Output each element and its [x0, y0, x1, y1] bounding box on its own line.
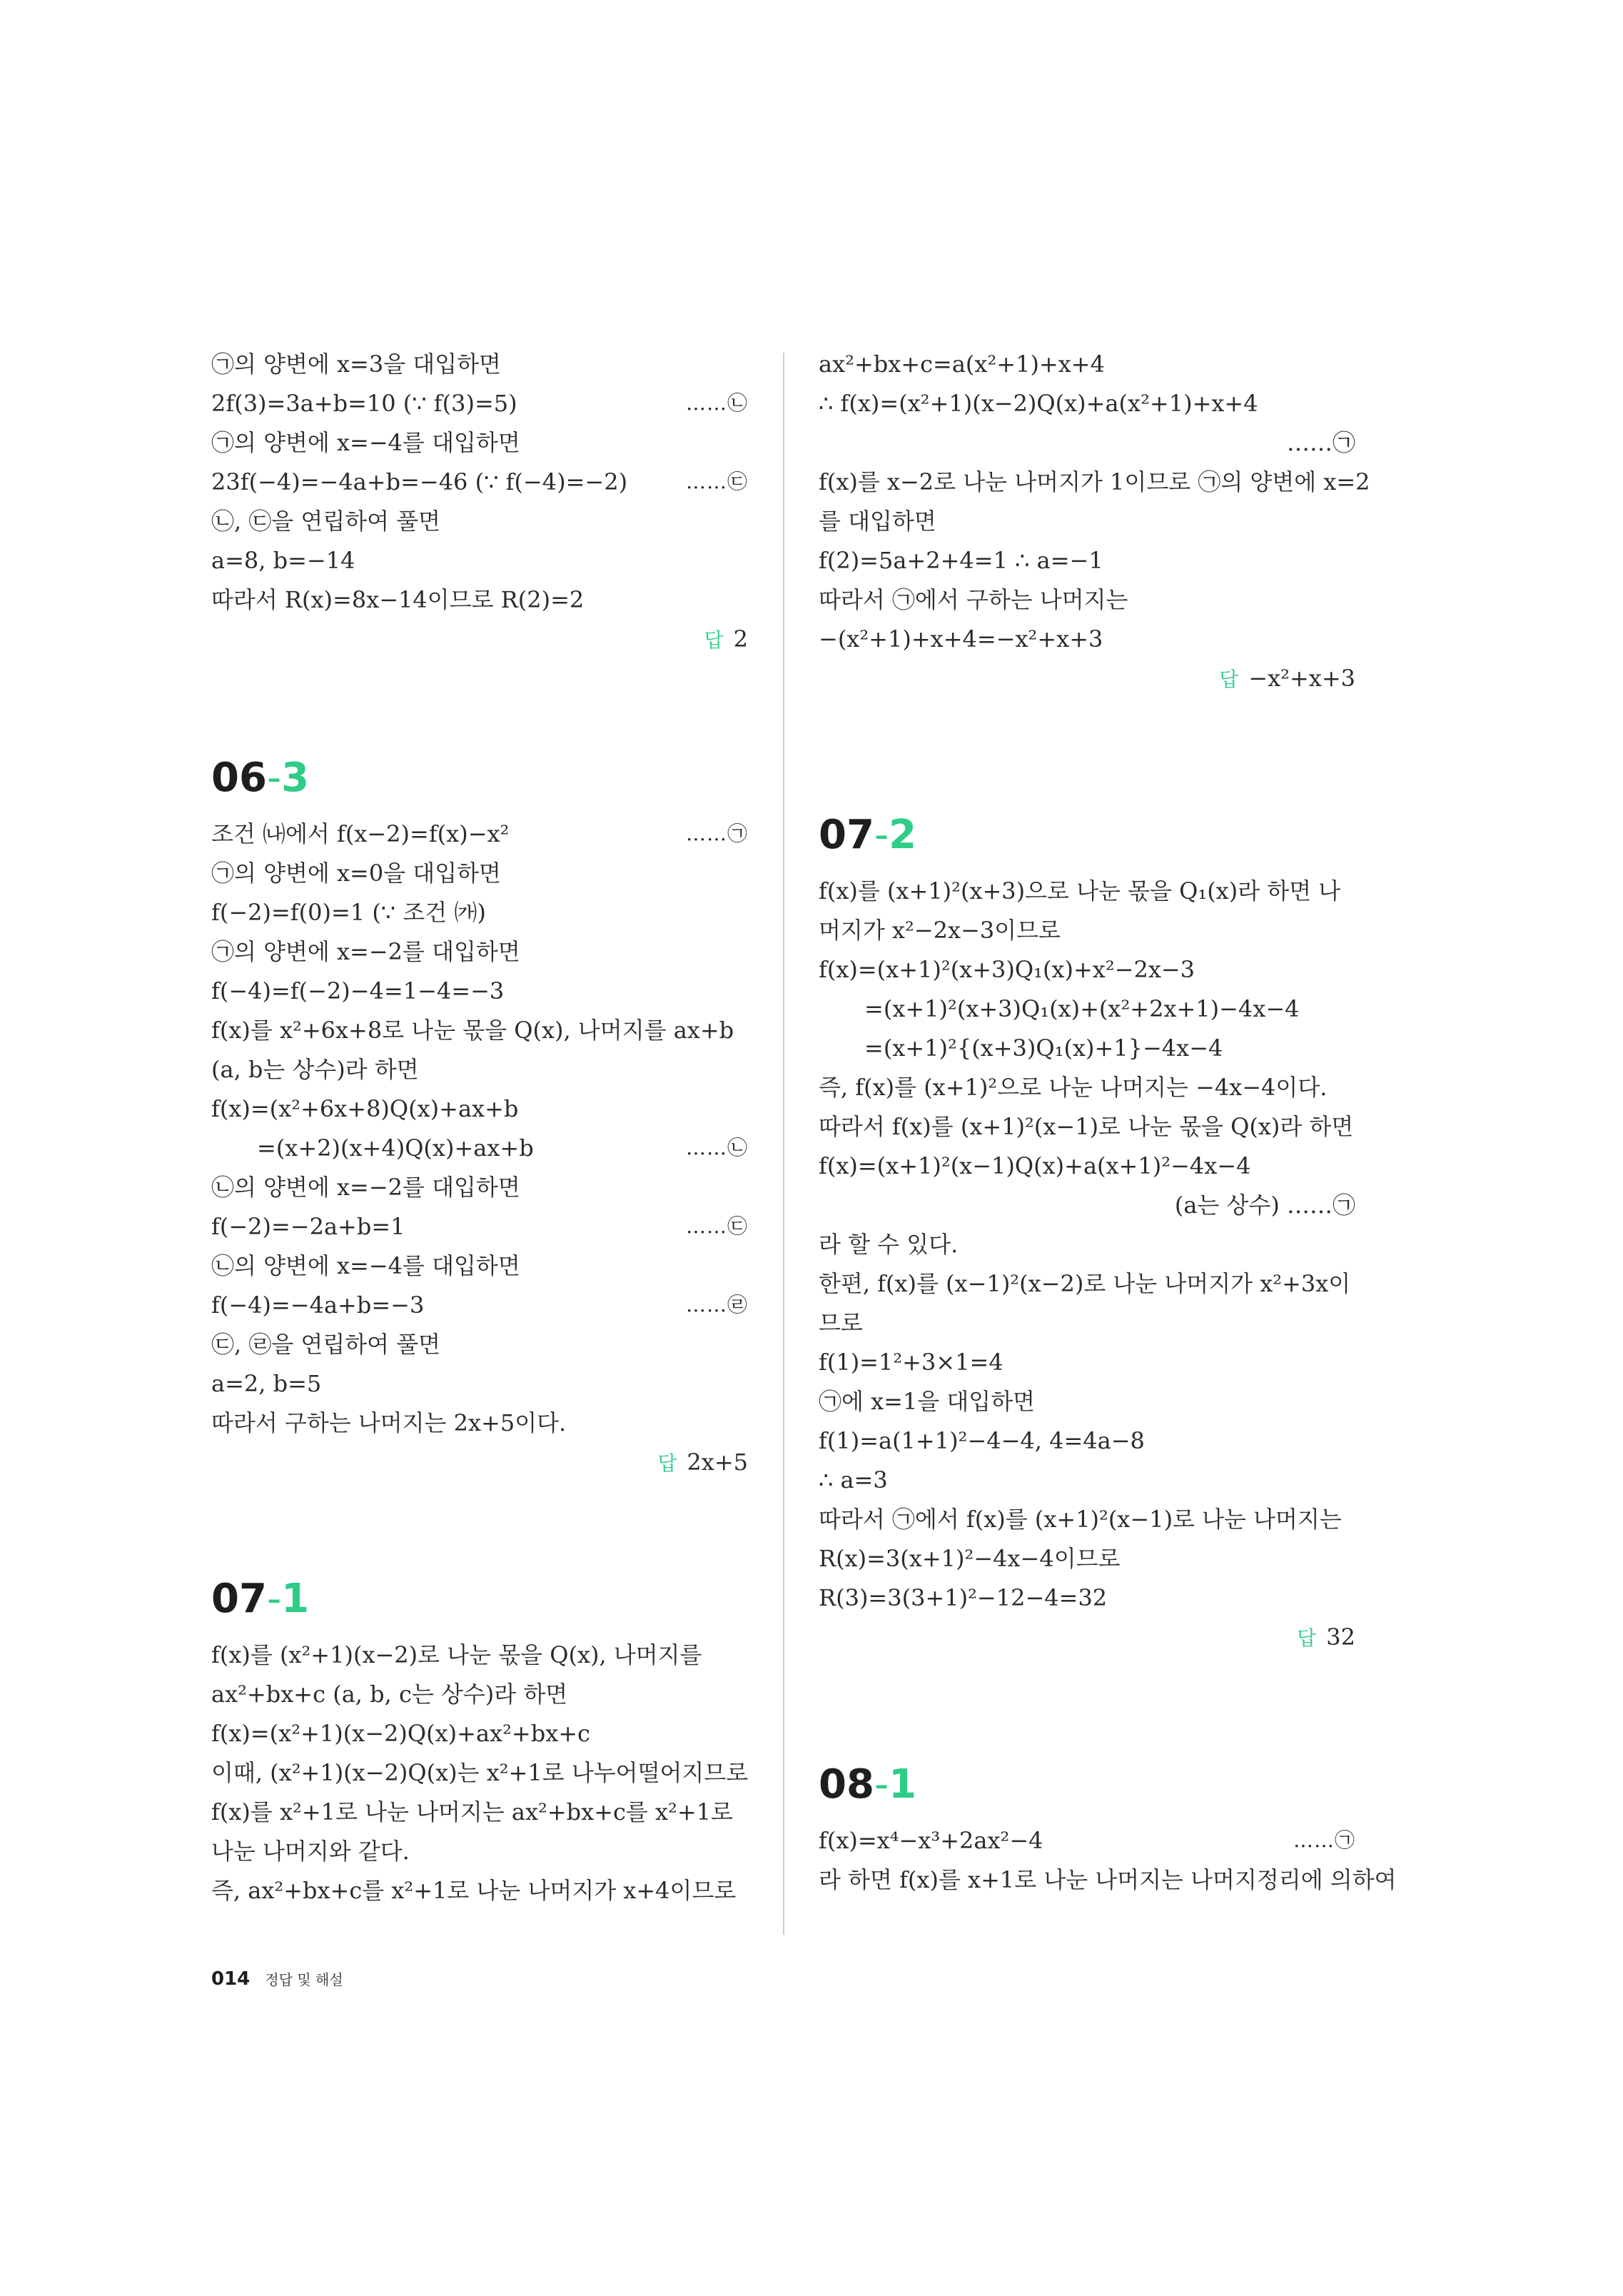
- answer-value: 2: [733, 625, 748, 653]
- text-line: 이때, (x²+1)(x−2)Q(x)는 x²+1로 나누어떨어지므로: [211, 1759, 749, 1786]
- text-line: ㉡, ㉢을 연립하여 풀면: [211, 508, 441, 535]
- answer-line: [1297, 1617, 1355, 1657]
- text-line: a=2, b=5: [211, 1370, 322, 1397]
- column-divider: [783, 353, 784, 1935]
- problem-heading: [211, 1571, 309, 1628]
- equation-tag: ……㉢: [685, 1214, 748, 1238]
- text-line: a=8, b=−14: [211, 547, 355, 574]
- answer-line: [1219, 658, 1355, 698]
- text-line: ㉡의 양변에 x=−2를 대입하면: [211, 1174, 520, 1201]
- problem-heading: [819, 807, 916, 864]
- answer-label: 답: [1219, 668, 1239, 691]
- text-line: R(3)=3(3+1)²−12−4=32: [819, 1584, 1108, 1611]
- text-line: 따라서 R(x)=8x−14이므로 R(2)=2: [211, 586, 585, 613]
- text-line: ㉡의 양변에 x=−4를 대입하면: [211, 1252, 520, 1279]
- text-line: 를 대입하면: [819, 508, 936, 535]
- text-line: f(x)를 x²+1로 나눈 나머지는 ax²+bx+c를 x²+1로: [211, 1798, 733, 1826]
- text-line: f(−4)=f(−2)−4=1−4=−3: [211, 977, 505, 1004]
- text-line: f(2)=5a+2+4=1 ∴ a=−1: [819, 547, 1103, 574]
- text-line: f(x)=(x²+1)(x−2)Q(x)+ax²+bx+c: [211, 1720, 590, 1747]
- text-line: ㉠의 양변에 x=0을 대입하면: [211, 860, 501, 887]
- answer-value: 32: [1326, 1623, 1355, 1651]
- problem-number: 06: [211, 755, 267, 801]
- text-line: 조건 ㈏에서 f(x−2)=f(x)−x²: [211, 820, 510, 847]
- text-line: f(1)=a(1+1)²−4−4, 4=4a−8: [819, 1427, 1145, 1454]
- problem-heading: [211, 750, 309, 807]
- text-line: f(−4)=−4a+b=−3: [211, 1292, 425, 1319]
- problem-separator: -: [874, 812, 889, 858]
- equation-tag: ……㉠: [1293, 1828, 1355, 1852]
- problem-number: 08: [819, 1761, 874, 1808]
- text-line: 23f(−4)=−4a+b=−46 (∵ f(−4)=−2): [211, 468, 628, 495]
- answer-line: [704, 619, 748, 659]
- text-line: 머지가 x²−2x−3이므로: [819, 917, 1061, 944]
- answer-label: 답: [657, 1451, 677, 1475]
- answer-value: −x²+x+3: [1248, 665, 1355, 692]
- equation-tag: ……㉣: [685, 1293, 748, 1316]
- text-line: −(x²+1)+x+4=−x²+x+3: [819, 625, 1103, 653]
- equation-tag-line: ……㉠: [1286, 429, 1355, 456]
- problem-separator: -: [874, 1761, 889, 1808]
- text-line: ㉠의 양변에 x=3을 대입하면: [211, 351, 501, 378]
- problem-subnumber: 1: [281, 1576, 310, 1622]
- problem-heading: [819, 1756, 916, 1813]
- answer-line: [657, 1442, 748, 1482]
- equation-tag: ……㉡: [685, 1136, 748, 1159]
- text-line: 라 하면 f(x)를 x+1로 나눈 나머지는 나머지정리에 의하여: [819, 1866, 1397, 1893]
- problem-separator: -: [266, 755, 282, 801]
- problem-number: 07: [819, 812, 874, 858]
- text-line: f(x)를 (x²+1)(x−2)로 나눈 몫을 Q(x), 나머지를: [211, 1641, 702, 1668]
- footer-title: 정답 및 해설: [265, 1971, 343, 1988]
- text-line: f(1)=1²+3×1=4: [819, 1349, 1003, 1376]
- answer-label: 답: [704, 628, 724, 652]
- page-number: 014: [211, 1968, 251, 1990]
- text-line: =(x+1)²{(x+3)Q₁(x)+1}−4x−4: [864, 1034, 1223, 1062]
- text-line: f(x)=(x+1)²(x+3)Q₁(x)+x²−2x−3: [819, 956, 1195, 983]
- text-line: 즉, ax²+bx+c를 x²+1로 나눈 나머지가 x+4이므로: [211, 1877, 737, 1904]
- text-line: 따라서 ㉠에서 구하는 나머지는: [819, 586, 1128, 613]
- text-line: f(−2)=f(0)=1 (∵ 조건 ㈎): [211, 899, 486, 926]
- equation-tag-line: (a는 상수) ……㉠: [1174, 1192, 1355, 1219]
- text-line: 므로: [819, 1309, 863, 1336]
- equation-tag: ……㉢: [685, 470, 748, 493]
- equation-tag: ……㉡: [685, 391, 748, 415]
- text-line: f(x)를 x²+6x+8로 나눈 몫을 Q(x), 나머지를 ax+b: [211, 1017, 734, 1044]
- text-line: 따라서 ㉠에서 f(x)를 (x+1)²(x−1)로 나눈 나머지는: [819, 1506, 1342, 1533]
- text-line: ㉠의 양변에 x=−4를 대입하면: [211, 429, 520, 456]
- problem-number: 07: [211, 1576, 267, 1622]
- text-line: 따라서 구하는 나머지는 2x+5이다.: [211, 1409, 567, 1436]
- text-line: ax²+bx+c (a, b, c는 상수)라 하면: [211, 1681, 568, 1708]
- text-line: 라 할 수 있다.: [819, 1231, 959, 1258]
- text-line: 즉, f(x)를 (x+1)²으로 나눈 나머지는 −4x−4이다.: [819, 1074, 1328, 1101]
- text-line: 나눈 나머지와 같다.: [211, 1838, 410, 1865]
- text-line: f(x)=(x²+6x+8)Q(x)+ax+b: [211, 1095, 519, 1122]
- text-line: =(x+2)(x+4)Q(x)+ax+b: [257, 1134, 534, 1162]
- problem-subnumber: 1: [889, 1761, 917, 1808]
- problem-separator: -: [266, 1576, 282, 1622]
- text-line: ax²+bx+c=a(x²+1)+x+4: [819, 351, 1105, 378]
- text-line: (a, b는 상수)라 하면: [211, 1056, 419, 1083]
- text-line: ∴ a=3: [819, 1466, 888, 1494]
- text-line: f(x)를 (x+1)²(x+3)으로 나눈 몫을 Q₁(x)라 하면 나: [819, 877, 1341, 905]
- problem-subnumber: 2: [889, 812, 917, 858]
- equation-tag: ……㉠: [685, 822, 748, 845]
- text-line: ∴ f(x)=(x²+1)(x−2)Q(x)+a(x²+1)+x+4: [819, 390, 1258, 417]
- answer-value: 2x+5: [687, 1449, 748, 1476]
- text-line: =(x+1)²(x+3)Q₁(x)+(x²+2x+1)−4x−4: [864, 995, 1300, 1022]
- text-line: R(x)=3(x+1)²−4x−4이므로: [819, 1545, 1121, 1572]
- problem-subnumber: 3: [281, 755, 310, 801]
- text-line: 따라서 f(x)를 (x+1)²(x−1)로 나눈 몫을 Q(x)라 하면: [819, 1113, 1354, 1140]
- text-line: ㉠의 양변에 x=−2를 대입하면: [211, 938, 520, 965]
- text-line: f(−2)=−2a+b=1: [211, 1213, 405, 1240]
- text-line: 한편, f(x)를 (x−1)²(x−2)로 나눈 나머지가 x²+3x이: [819, 1270, 1351, 1297]
- page-footer: [211, 1965, 343, 1993]
- text-line: ㉢, ㉣을 연립하여 풀면: [211, 1331, 441, 1358]
- text-line: 2f(3)=3a+b=10 (∵ f(3)=5): [211, 390, 517, 417]
- answer-label: 답: [1297, 1626, 1317, 1650]
- text-line: f(x)=(x+1)²(x−1)Q(x)+a(x+1)²−4x−4: [819, 1152, 1251, 1179]
- text-line: f(x)를 x−2로 나눈 나머지가 1이므로 ㉠의 양변에 x=2: [819, 468, 1370, 495]
- text-line: ㉠에 x=1을 대입하면: [819, 1388, 1036, 1415]
- text-line: f(x)=x⁴−x³+2ax²−4: [819, 1827, 1043, 1854]
